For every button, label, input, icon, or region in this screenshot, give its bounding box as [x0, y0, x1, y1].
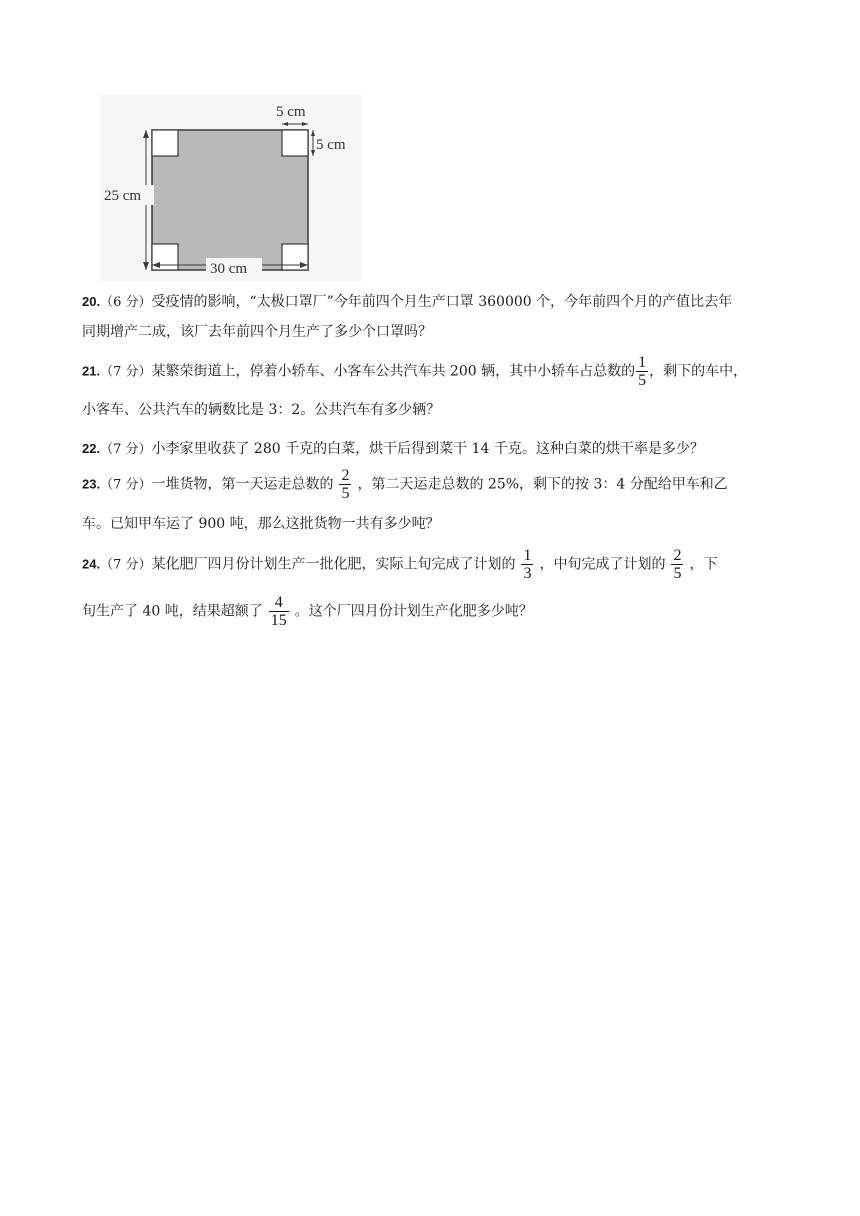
question-text: ，中旬完成了计划的: [539, 556, 666, 573]
question-21-line-2: 小客车、公共汽车的辆数比是 3：2。公共汽车有多少辆？: [82, 402, 441, 418]
question-text: 。这个厂四月份计划生产化肥多少吨？: [294, 603, 533, 620]
question-score: （7 分）: [100, 557, 152, 573]
fraction-numerator: 2: [341, 467, 350, 484]
question-23-line-1: [82, 467, 728, 502]
question-20: [82, 292, 808, 348]
question-number: 24.: [82, 556, 101, 572]
fraction-numerator: 1: [523, 547, 532, 564]
question-number: 20.: [82, 294, 101, 309]
question-score: （7 分）: [100, 477, 152, 493]
cut-height-label: 5 cm: [316, 137, 346, 153]
fraction-denominator: 5: [638, 372, 647, 389]
question-23-line-2: 车。已知甲车运了 900 吨，那么这批货物一共有多少吨？: [82, 516, 440, 532]
corner-square-top-left: [152, 130, 178, 156]
rectangle-diagram: [100, 95, 362, 281]
question-text: 某繁荣街道上，停着小轿车、小客车公共汽车共 200 辆，其中小轿车占总数的: [151, 363, 636, 380]
question-number: 23.: [82, 476, 101, 492]
height-label: 25 cm: [104, 188, 142, 204]
question-score: （7 分）: [100, 364, 152, 380]
question-21: [82, 354, 808, 424]
question-24: [82, 547, 808, 637]
cut-width-label: 5 cm: [276, 104, 306, 120]
fraction-numerator: 4: [274, 594, 283, 611]
fraction: [671, 547, 683, 582]
fraction-denominator: 3: [523, 565, 532, 582]
question-text: 受疫情的影响，“太极口罩厂”今年前四个月生产口罩 360000 个，今年前四个月的产值比去年: [151, 294, 733, 310]
fraction-numerator: 1: [638, 354, 647, 371]
fraction-denominator: 5: [673, 565, 682, 582]
question-24-line-2: [82, 594, 533, 629]
question-text: 某化肥厂四月份计划生产一批化肥，实际上旬完成了计划的: [151, 556, 516, 573]
fraction-numerator: 2: [673, 547, 682, 564]
fraction: [269, 594, 289, 629]
question-21-line-1: [82, 354, 747, 389]
question-text: 小李家里收获了 280 千克的白菜，烘干后得到菜干 14 千克。这种白菜的烘干率是多少？: [151, 441, 704, 457]
question-22-line-1: [82, 439, 704, 460]
question-22: [82, 439, 808, 463]
question-score: （6 分）: [100, 295, 152, 310]
rectangle-figure: [100, 95, 362, 281]
question-24-line-1: [82, 547, 717, 582]
fraction-denominator: 15: [270, 612, 287, 629]
question-text: ，剩下的车中，: [649, 363, 748, 380]
question-23: [82, 467, 808, 537]
fraction: [636, 354, 648, 389]
fraction-denominator: 5: [341, 485, 350, 502]
corner-square-top-right: [282, 130, 308, 156]
fraction: [521, 547, 533, 582]
question-text: ，第二天运走总数的 25%，剩下的按 3：4 分配给甲车和乙: [357, 476, 728, 493]
question-text: 旬生产了 40 吨，结果超额了: [82, 603, 263, 620]
question-text: 一堆货物，第一天运走总数的: [151, 476, 334, 493]
width-label: 30 cm: [210, 261, 248, 277]
question-20-line-2: 同期增产二成，该厂去年前四个月生产了多少个口罩吗？: [82, 324, 432, 340]
fraction: [339, 467, 351, 502]
question-number: 22.: [82, 441, 101, 456]
question-score: （7 分）: [100, 442, 152, 457]
question-text: ，下: [689, 556, 718, 573]
question-number: 21.: [82, 363, 101, 379]
question-20-line-1: [82, 292, 732, 313]
